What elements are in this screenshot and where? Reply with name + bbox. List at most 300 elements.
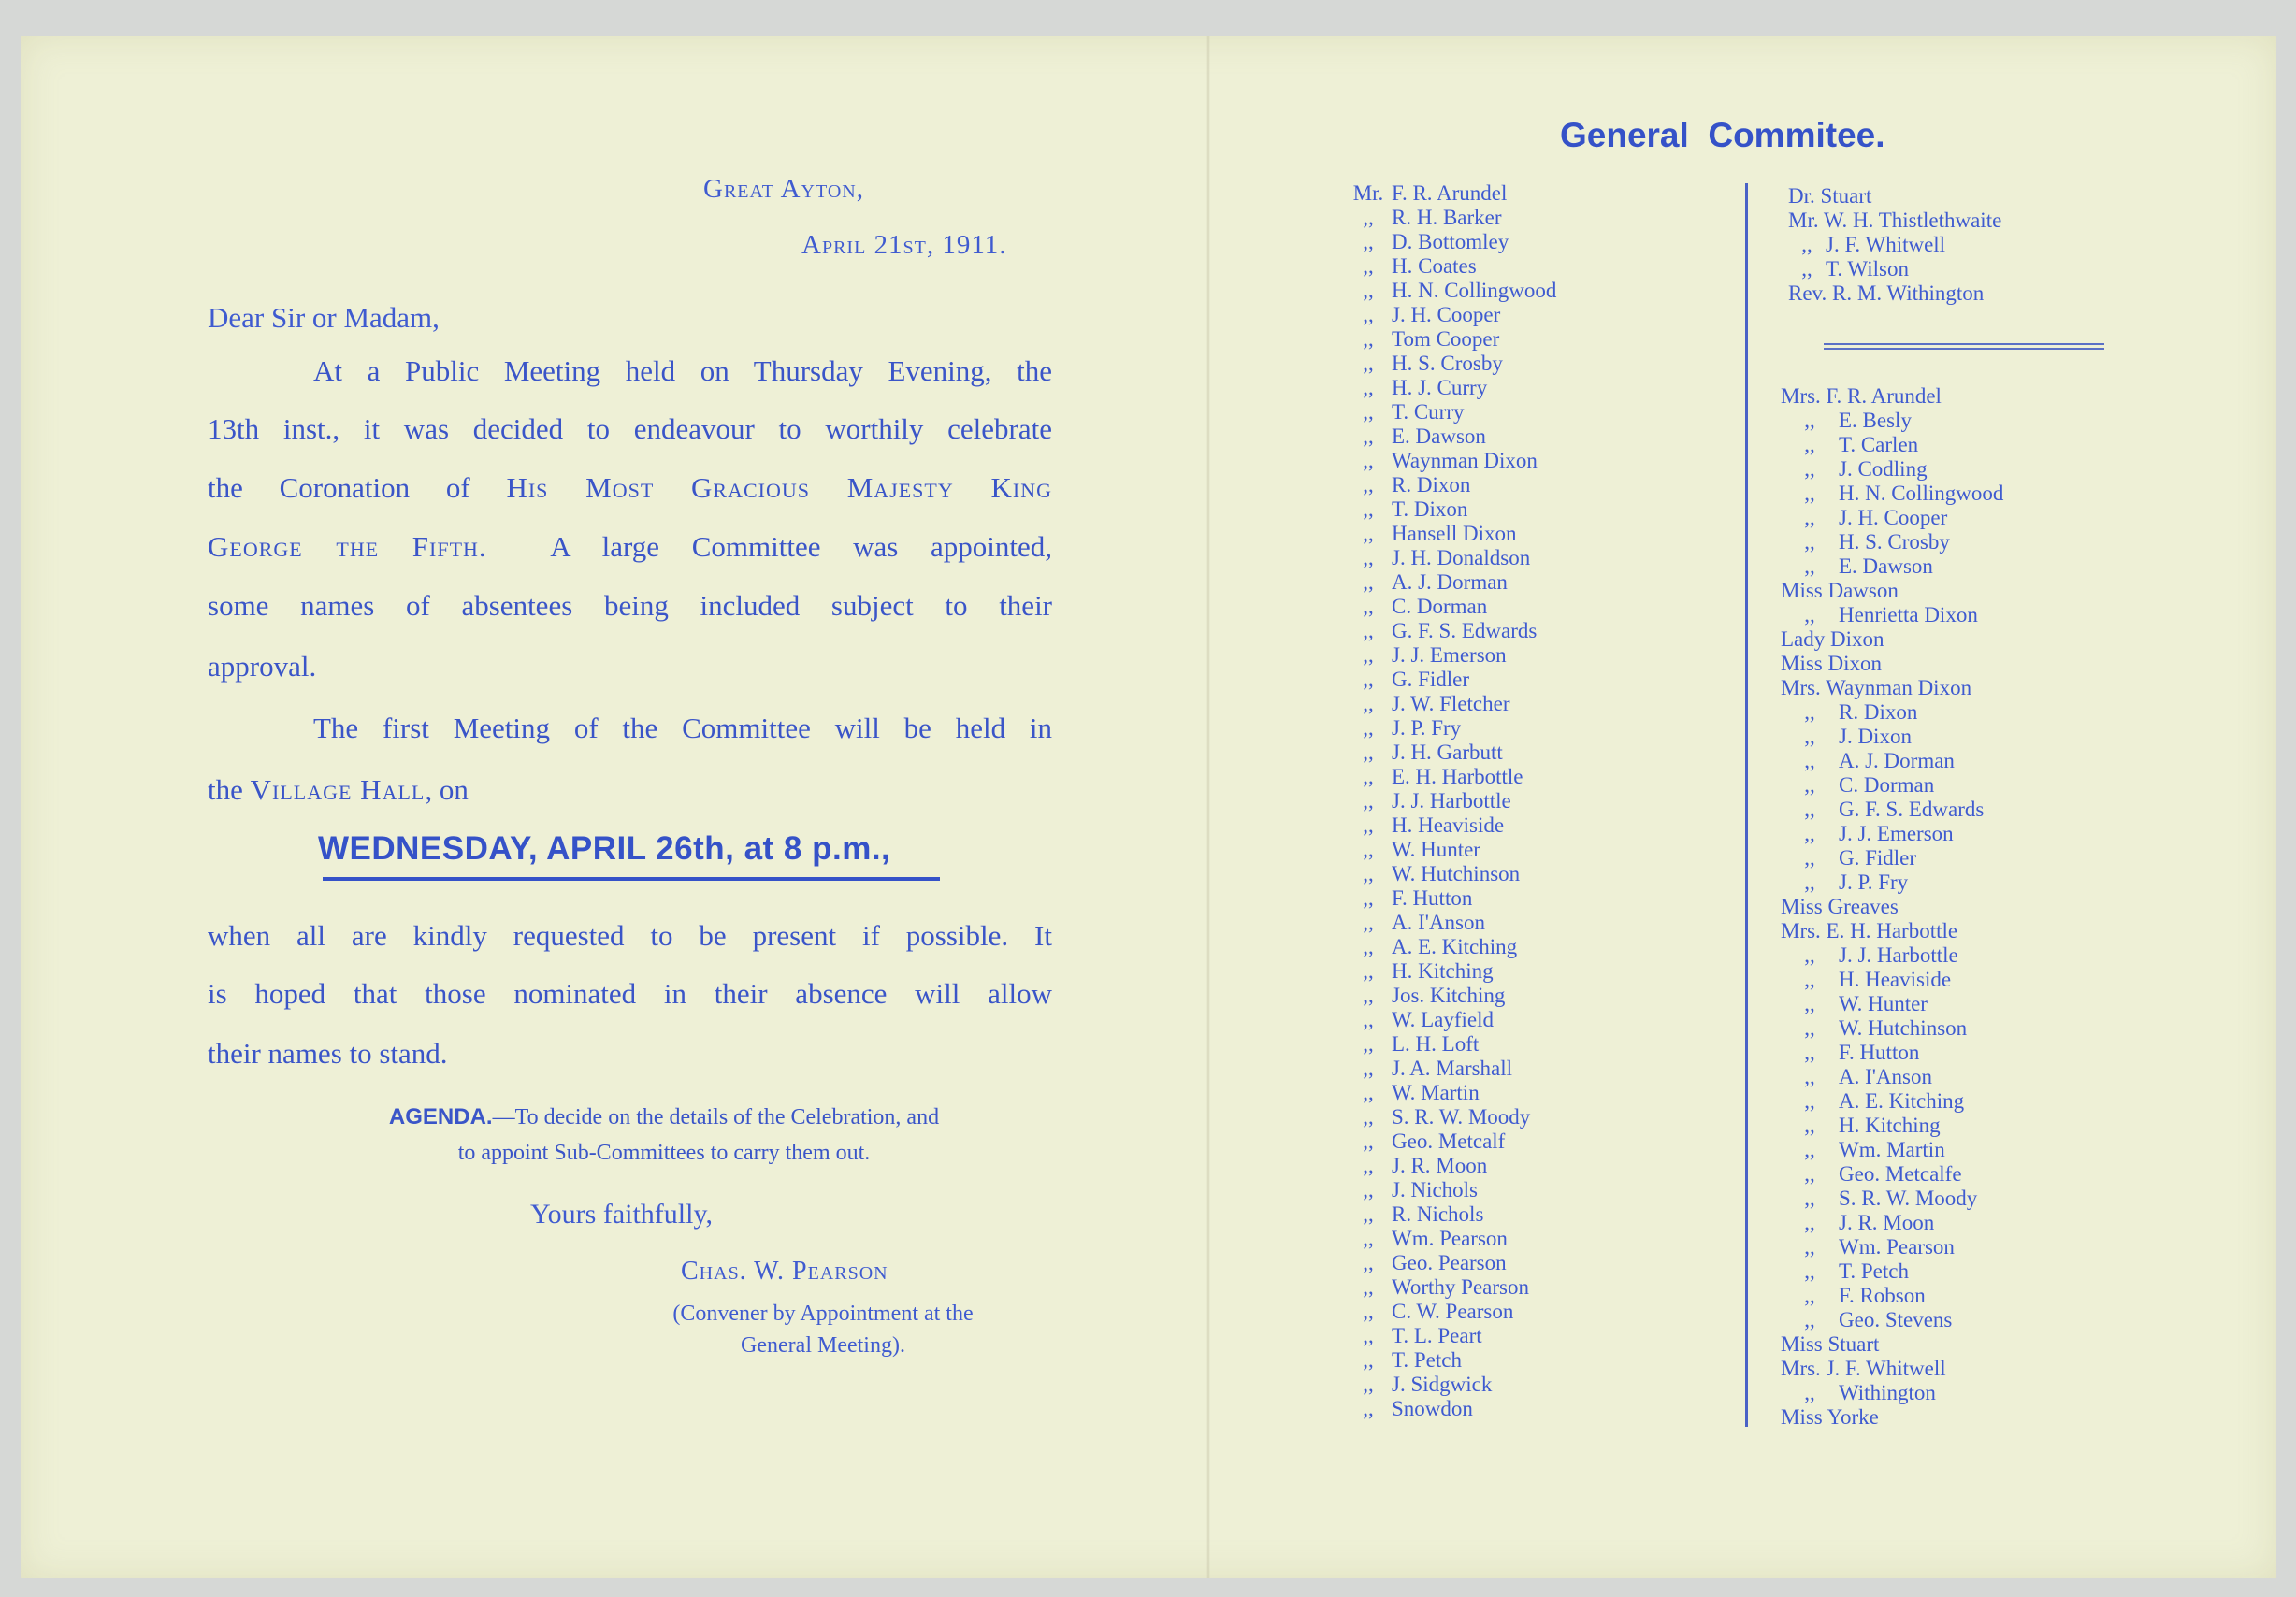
committee-member-row bbox=[1781, 433, 2003, 457]
committee-member-row bbox=[1781, 1065, 2003, 1089]
paragraph-2-line-text: the Village Hall, on bbox=[208, 773, 469, 806]
ditto-mark: ,, bbox=[1804, 773, 1815, 797]
ditto-mark: ,, bbox=[1363, 668, 1374, 691]
paragraph-1-line: 13th inst., it was decided to endeavour to worthily celebrate bbox=[208, 412, 1052, 445]
ditto-mark: ,, bbox=[1363, 400, 1374, 424]
ditto-mark: ,, bbox=[1363, 984, 1374, 1007]
ditto-mark: ,, bbox=[1804, 603, 1815, 626]
committee-member-row bbox=[1781, 1357, 2003, 1381]
committee-member-name: G. F. S. Edwards bbox=[1839, 798, 1985, 821]
committee-member-row bbox=[1788, 281, 2001, 306]
committee-member-row bbox=[1781, 627, 2003, 652]
paragraph-1-line: approval. bbox=[208, 650, 317, 683]
committee-member-row bbox=[1781, 1405, 2003, 1430]
committee-member-row bbox=[1781, 1284, 2003, 1308]
committee-member-row bbox=[1781, 1308, 2003, 1332]
ditto-mark: ,, bbox=[1804, 433, 1815, 456]
committee-member-row bbox=[1781, 482, 2003, 506]
committee-member-name: Snowdon bbox=[1392, 1397, 1473, 1420]
committee-member-name: F. Hutton bbox=[1839, 1041, 1920, 1064]
ditto-mark: ,, bbox=[1363, 619, 1374, 642]
committee-member-row bbox=[1345, 424, 1556, 449]
committee-member-name: Miss Dixon bbox=[1781, 652, 1882, 675]
paragraph-1-line-text: the Coronation of His Most Gracious Majesty King bbox=[208, 471, 1052, 504]
ditto-mark: ,, bbox=[1363, 473, 1374, 496]
committee-member-row bbox=[1345, 813, 1556, 838]
committee-member-row bbox=[1345, 1324, 1556, 1348]
committee-member-name: J. Codling bbox=[1839, 457, 1928, 481]
committee-member-name: H. S. Crosby bbox=[1839, 530, 1950, 554]
committee-member-name: W. Hutchinson bbox=[1839, 1016, 1968, 1040]
committee-member-row bbox=[1781, 1138, 2003, 1162]
committee-member-name: Geo. Metcalfe bbox=[1839, 1162, 1962, 1186]
committee-member-name: J. W. Fletcher bbox=[1392, 692, 1510, 715]
ditto-mark: ,, bbox=[1804, 1162, 1815, 1186]
committee-member-row bbox=[1345, 619, 1556, 643]
ditto-mark: ,, bbox=[1363, 327, 1374, 351]
ditto-mark: ,, bbox=[1804, 943, 1815, 967]
ditto-mark: ,, bbox=[1363, 1178, 1374, 1201]
committee-member-name: Hansell Dixon bbox=[1392, 522, 1517, 545]
ditto-mark: ,, bbox=[1363, 1348, 1374, 1372]
committee-member-row bbox=[1781, 409, 2003, 433]
meeting-underline bbox=[323, 877, 940, 881]
committee-member-row bbox=[1781, 968, 2003, 992]
committee-member-name: J. H. Cooper bbox=[1839, 506, 1948, 529]
committee-member-name: D. Bottomley bbox=[1392, 230, 1509, 253]
committee-member-name: Geo. Metcalf bbox=[1392, 1129, 1506, 1153]
ditto-mark: ,, bbox=[1804, 457, 1815, 481]
committee-member-name: H. Coates bbox=[1392, 254, 1477, 278]
committee-member-row bbox=[1345, 1275, 1556, 1300]
committee-member-row bbox=[1345, 1154, 1556, 1178]
committee-member-name: T. Wilson bbox=[1826, 257, 1909, 281]
ditto-mark: ,, bbox=[1363, 570, 1374, 594]
signature-note-line-2: General Meeting). bbox=[741, 1333, 905, 1358]
committee-member-name: Mrs. J. F. Whitwell bbox=[1781, 1357, 1946, 1380]
committee-member-name: J. J. Harbottle bbox=[1839, 943, 1958, 967]
ditto-mark: ,, bbox=[1363, 522, 1374, 545]
letter-closing: Yours faithfully, bbox=[530, 1199, 714, 1230]
committee-member-row bbox=[1345, 303, 1556, 327]
committee-member-name: S. R. W. Moody bbox=[1392, 1105, 1531, 1129]
committee-member-row bbox=[1345, 984, 1556, 1008]
committee-member-name: T. Petch bbox=[1392, 1348, 1462, 1372]
ditto-mark: ,, bbox=[1363, 692, 1374, 715]
ditto-mark: ,, bbox=[1804, 1041, 1815, 1064]
paragraph-2-line bbox=[208, 775, 1052, 804]
committee-member-row bbox=[1781, 506, 2003, 530]
committee-member-row bbox=[1781, 919, 2003, 943]
committee-member-row bbox=[1345, 376, 1556, 400]
ditto-mark: ,, bbox=[1804, 1308, 1815, 1331]
committee-member-row bbox=[1345, 1081, 1556, 1105]
committee-member-row bbox=[1345, 1348, 1556, 1373]
committee-member-row bbox=[1781, 1162, 2003, 1187]
committee-member-name: H. Kitching bbox=[1839, 1114, 1941, 1137]
committee-member-name: A. E. Kitching bbox=[1839, 1089, 1965, 1113]
committee-member-name: J. J. Emerson bbox=[1839, 822, 1954, 845]
committee-member-name: Tom Cooper bbox=[1392, 327, 1500, 351]
column-divider bbox=[1745, 183, 1748, 1427]
double-rule-top bbox=[1824, 343, 2104, 345]
paragraph-3-line: their names to stand. bbox=[208, 1037, 448, 1070]
committee-member-row bbox=[1345, 741, 1556, 765]
paragraph-1-line bbox=[208, 532, 1052, 561]
ditto-mark: ,, bbox=[1363, 230, 1374, 253]
committee-member-name: R. Dixon bbox=[1392, 473, 1471, 496]
paragraph-3-line: is hoped that those nominated in their absence will allow bbox=[208, 977, 1052, 1010]
ditto-mark: ,, bbox=[1804, 700, 1815, 724]
committee-member-name: G. Fidler bbox=[1839, 846, 1917, 870]
committee-member-name: C. W. Pearson bbox=[1392, 1300, 1514, 1323]
committee-member-row bbox=[1781, 1332, 2003, 1357]
committee-member-name: F. Robson bbox=[1839, 1284, 1926, 1307]
committee-member-row bbox=[1345, 497, 1556, 522]
committee-member-row bbox=[1781, 1211, 2003, 1235]
committee-member-row bbox=[1781, 992, 2003, 1016]
ditto-mark: ,, bbox=[1801, 233, 1812, 256]
committee-member-name: E. H. Harbottle bbox=[1392, 765, 1523, 788]
ditto-mark: ,, bbox=[1804, 968, 1815, 991]
agenda-text-1: —To decide on the details of the Celebration, and bbox=[492, 1105, 940, 1129]
committee-member-name: Worthy Pearson bbox=[1392, 1275, 1529, 1299]
committee-member-name: Jos. Kitching bbox=[1392, 984, 1506, 1007]
committee-member-row bbox=[1788, 257, 2001, 281]
letter-date: April 21st, 1911. bbox=[801, 230, 1007, 260]
committee-member-name: W. Hunter bbox=[1839, 992, 1928, 1015]
ditto-mark: ,, bbox=[1363, 1275, 1374, 1299]
meeting-time: WEDNESDAY, APRIL 26th, at 8 p.m., bbox=[318, 830, 891, 867]
ditto-mark: ,, bbox=[1804, 846, 1815, 870]
ditto-mark: ,, bbox=[1363, 449, 1374, 472]
committee-member-row bbox=[1345, 206, 1556, 230]
ditto-mark: ,, bbox=[1804, 1235, 1815, 1259]
committee-member-name: Mrs. Waynman Dixon bbox=[1781, 676, 1972, 699]
committee-member-name: W. Layfield bbox=[1392, 1008, 1495, 1031]
committee-member-row bbox=[1781, 725, 2003, 749]
committee-member-row bbox=[1345, 886, 1556, 911]
committee-member-row bbox=[1781, 1381, 2003, 1405]
ditto-mark: ,, bbox=[1804, 1187, 1815, 1210]
ditto-mark: ,, bbox=[1804, 1114, 1815, 1137]
ditto-mark: ,, bbox=[1363, 1202, 1374, 1226]
committee-member-name: Lady Dixon bbox=[1781, 627, 1884, 651]
committee-member-row bbox=[1345, 1227, 1556, 1251]
agenda-label: AGENDA. bbox=[388, 1104, 493, 1129]
ditto-mark: ,, bbox=[1363, 789, 1374, 813]
committee-member-row bbox=[1781, 1187, 2003, 1211]
committee-member-row bbox=[1345, 570, 1556, 595]
committee-member-name: J. A. Marshall bbox=[1392, 1057, 1513, 1080]
committee-member-row bbox=[1345, 1057, 1556, 1081]
ditto-mark: ,, bbox=[1804, 1065, 1815, 1088]
ditto-mark: ,, bbox=[1363, 595, 1374, 618]
ditto-mark: ,, bbox=[1363, 546, 1374, 569]
ditto-mark: ,, bbox=[1363, 1324, 1374, 1347]
committee-member-row bbox=[1345, 181, 1556, 206]
ditto-mark: ,, bbox=[1804, 992, 1815, 1015]
committee-member-row bbox=[1781, 652, 2003, 676]
committee-member-row bbox=[1781, 530, 2003, 554]
ditto-mark: ,, bbox=[1363, 1154, 1374, 1177]
committee-member-row bbox=[1781, 384, 2003, 409]
committee-member-row bbox=[1345, 1129, 1556, 1154]
letter-salutation: Dear Sir or Madam, bbox=[208, 301, 440, 334]
ditto-mark: ,, bbox=[1363, 497, 1374, 521]
committee-member-row bbox=[1345, 959, 1556, 984]
committee-member-name: A. I'Anson bbox=[1839, 1065, 1932, 1088]
ditto-mark: ,, bbox=[1363, 376, 1374, 399]
agenda-line-1 bbox=[309, 1100, 1019, 1135]
committee-member-name: J. H. Donaldson bbox=[1392, 546, 1531, 569]
committee-member-row bbox=[1788, 233, 2001, 257]
committee-member-row bbox=[1781, 749, 2003, 773]
double-rule-bottom bbox=[1824, 348, 2104, 350]
committee-member-row bbox=[1345, 643, 1556, 668]
committee-member-row bbox=[1788, 209, 2001, 233]
ditto-mark: ,, bbox=[1363, 813, 1374, 837]
committee-member-name: W. Hutchinson bbox=[1392, 862, 1521, 885]
committee-member-name: H. N. Collingwood bbox=[1839, 482, 2004, 505]
committee-member-name: Withington bbox=[1839, 1381, 1936, 1404]
committee-member-row bbox=[1781, 895, 2003, 919]
title-prefix: Mr. bbox=[1352, 181, 1384, 205]
ditto-mark: ,, bbox=[1363, 1129, 1374, 1153]
committee-member-row bbox=[1781, 798, 2003, 822]
committee-member-name: J. J. Harbottle bbox=[1392, 789, 1511, 813]
committee-member-row bbox=[1781, 943, 2003, 968]
ditto-mark: ,, bbox=[1363, 911, 1374, 934]
committee-member-row bbox=[1345, 595, 1556, 619]
ditto-mark: ,, bbox=[1363, 716, 1374, 740]
committee-member-row bbox=[1781, 822, 2003, 846]
ditto-mark: ,, bbox=[1804, 1138, 1815, 1161]
committee-member-name: Geo. Pearson bbox=[1392, 1251, 1507, 1274]
committee-member-name: A. I'Anson bbox=[1392, 911, 1485, 934]
ditto-mark: ,, bbox=[1804, 1089, 1815, 1113]
paragraph-1-line: At a Public Meeting held on Thursday Evening, the bbox=[313, 354, 1052, 387]
committee-member-row bbox=[1345, 254, 1556, 279]
committee-member-name: A. E. Kitching bbox=[1392, 935, 1518, 958]
committee-member-name: Geo. Stevens bbox=[1839, 1308, 1953, 1331]
committee-member-row bbox=[1345, 716, 1556, 741]
committee-member-row bbox=[1781, 870, 2003, 895]
ditto-mark: ,, bbox=[1804, 554, 1815, 578]
committee-member-row bbox=[1781, 1089, 2003, 1114]
committee-member-name: H. Heaviside bbox=[1839, 968, 1952, 991]
ditto-mark: ,, bbox=[1363, 862, 1374, 885]
committee-member-row bbox=[1788, 184, 2001, 209]
paragraph-1-line bbox=[208, 473, 1052, 502]
committee-member-row bbox=[1781, 554, 2003, 579]
committee-member-name: H. N. Collingwood bbox=[1392, 279, 1557, 302]
committee-member-name: J. F. Whitwell bbox=[1826, 233, 1946, 256]
committee-member-name: R. Dixon bbox=[1839, 700, 1918, 724]
committee-member-name: C. Dorman bbox=[1392, 595, 1488, 618]
committee-member-name: J. Nichols bbox=[1392, 1178, 1478, 1201]
ditto-mark: ,, bbox=[1363, 1251, 1374, 1274]
committee-member-row bbox=[1345, 668, 1556, 692]
committee-member-name: H. Kitching bbox=[1392, 959, 1494, 983]
committee-member-row bbox=[1345, 449, 1556, 473]
ditto-mark: ,, bbox=[1363, 643, 1374, 667]
committee-member-row bbox=[1345, 1202, 1556, 1227]
ditto-mark: ,, bbox=[1363, 424, 1374, 448]
committee-member-name: R. H. Barker bbox=[1392, 206, 1502, 229]
committee-member-name: Miss Stuart bbox=[1781, 1332, 1880, 1356]
committee-member-name: R. Nichols bbox=[1392, 1202, 1484, 1226]
ditto-mark: ,, bbox=[1804, 822, 1815, 845]
ditto-mark: ,, bbox=[1804, 530, 1815, 554]
committee-member-row bbox=[1345, 935, 1556, 959]
men-list bbox=[1345, 181, 1556, 1421]
committee-member-row bbox=[1345, 1008, 1556, 1032]
committee-member-name: J. Dixon bbox=[1839, 725, 1912, 748]
committee-member-row bbox=[1781, 1114, 2003, 1138]
committee-member-name: G. Fidler bbox=[1392, 668, 1470, 691]
ditto-mark: ,, bbox=[1363, 279, 1374, 302]
committee-member-row bbox=[1345, 522, 1556, 546]
committee-member-row bbox=[1781, 1235, 2003, 1259]
committee-member-row bbox=[1345, 838, 1556, 862]
ditto-mark: ,, bbox=[1804, 870, 1815, 894]
committee-member-name: T. Carlen bbox=[1839, 433, 1919, 456]
committee-member-name: J. Sidgwick bbox=[1392, 1373, 1493, 1396]
committee-member-name: E. Dawson bbox=[1839, 554, 1933, 578]
committee-member-row bbox=[1781, 1041, 2003, 1065]
page-fold bbox=[1206, 36, 1210, 1578]
committee-member-name: W. Martin bbox=[1392, 1081, 1480, 1104]
committee-member-row bbox=[1345, 279, 1556, 303]
committee-member-name: Rev. R. M. Withington bbox=[1788, 281, 1985, 305]
signature-note bbox=[617, 1298, 1029, 1361]
committee-member-row bbox=[1345, 1373, 1556, 1397]
committee-member-name: S. R. W. Moody bbox=[1839, 1187, 1978, 1210]
letter-place: Great Ayton, bbox=[703, 174, 864, 204]
committee-member-row bbox=[1345, 1105, 1556, 1129]
ditto-mark: ,, bbox=[1363, 303, 1374, 326]
ditto-mark: ,, bbox=[1804, 1211, 1815, 1234]
committee-member-name: H. S. Crosby bbox=[1392, 352, 1503, 375]
committee-member-name: Miss Yorke bbox=[1781, 1405, 1879, 1429]
ditto-mark: ,, bbox=[1801, 257, 1812, 281]
signature-note-line-1: (Convener by Appointment at the bbox=[672, 1302, 974, 1326]
ditto-mark: ,, bbox=[1363, 1300, 1374, 1323]
committee-member-row bbox=[1781, 603, 2003, 627]
committee-member-name: A. J. Dorman bbox=[1839, 749, 1955, 772]
committee-member-name: H. J. Curry bbox=[1392, 376, 1488, 399]
ditto-mark: ,, bbox=[1804, 1381, 1815, 1404]
ditto-mark: ,, bbox=[1363, 741, 1374, 764]
committee-member-name: Miss Dawson bbox=[1781, 579, 1899, 602]
committee-member-name: J. R. Moon bbox=[1392, 1154, 1488, 1177]
committee-member-name: J. R. Moon bbox=[1839, 1211, 1935, 1234]
ditto-mark: ,, bbox=[1804, 749, 1815, 772]
ditto-mark: ,, bbox=[1804, 1016, 1815, 1040]
committee-member-name: J. J. Emerson bbox=[1392, 643, 1507, 667]
ditto-mark: ,, bbox=[1363, 1397, 1374, 1420]
committee-member-row bbox=[1781, 846, 2003, 870]
ditto-mark: ,, bbox=[1804, 506, 1815, 529]
committee-member-row bbox=[1345, 1300, 1556, 1324]
committee-member-name: C. Dorman bbox=[1839, 773, 1935, 797]
committee-member-name: T. Petch bbox=[1839, 1259, 1909, 1283]
ditto-mark: ,, bbox=[1363, 352, 1374, 375]
committee-member-name: E. Besly bbox=[1839, 409, 1912, 432]
committee-member-name: G. F. S. Edwards bbox=[1392, 619, 1538, 642]
committee-member-row bbox=[1781, 457, 2003, 482]
ditto-mark: ,, bbox=[1363, 886, 1374, 910]
committee-member-row bbox=[1781, 1259, 2003, 1284]
ditto-mark: ,, bbox=[1804, 798, 1815, 821]
upper-right-list bbox=[1788, 184, 2001, 306]
paragraph-2-line: The first Meeting of the Committee will be held in bbox=[313, 712, 1052, 744]
committee-member-row bbox=[1345, 400, 1556, 424]
committee-member-row bbox=[1345, 327, 1556, 352]
committee-member-name: T. L. Peart bbox=[1392, 1324, 1482, 1347]
ditto-mark: ,, bbox=[1363, 765, 1374, 788]
committee-member-row bbox=[1345, 765, 1556, 789]
committee-member-name: J. H. Garbutt bbox=[1392, 741, 1503, 764]
committee-member-row bbox=[1781, 1016, 2003, 1041]
ditto-mark: ,, bbox=[1804, 409, 1815, 432]
committee-member-name: F. Hutton bbox=[1392, 886, 1473, 910]
committee-member-row bbox=[1781, 676, 2003, 700]
committee-member-row bbox=[1345, 1178, 1556, 1202]
committee-member-row bbox=[1345, 789, 1556, 813]
committee-member-row bbox=[1345, 473, 1556, 497]
ditto-mark: ,, bbox=[1363, 1008, 1374, 1031]
committee-member-name: T. Curry bbox=[1392, 400, 1465, 424]
ditto-mark: ,, bbox=[1363, 1057, 1374, 1080]
ditto-mark: ,, bbox=[1363, 838, 1374, 861]
committee-member-name: J. P. Fry bbox=[1839, 870, 1909, 894]
committee-member-name: Henrietta Dixon bbox=[1839, 603, 1978, 626]
paragraph-3-line: when all are kindly requested to be present if possible. It bbox=[208, 919, 1052, 952]
committee-member-name: L. H. Loft bbox=[1392, 1032, 1480, 1056]
committee-member-row bbox=[1345, 1251, 1556, 1275]
ditto-mark: ,, bbox=[1804, 1284, 1815, 1307]
committee-member-row bbox=[1345, 1032, 1556, 1057]
committee-member-name: Miss Greaves bbox=[1781, 895, 1899, 918]
committee-member-row bbox=[1345, 862, 1556, 886]
committee-member-name: Waynman Dixon bbox=[1392, 449, 1538, 472]
committee-member-name: H. Heaviside bbox=[1392, 813, 1505, 837]
committee-member-row bbox=[1345, 1397, 1556, 1421]
ditto-mark: ,, bbox=[1363, 1032, 1374, 1056]
ditto-mark: ,, bbox=[1363, 1227, 1374, 1250]
ditto-mark: ,, bbox=[1363, 206, 1374, 229]
committee-member-row bbox=[1345, 546, 1556, 570]
committee-member-name: J. H. Cooper bbox=[1392, 303, 1501, 326]
ditto-mark: ,, bbox=[1363, 254, 1374, 278]
ditto-mark: ,, bbox=[1363, 959, 1374, 983]
ditto-mark: ,, bbox=[1363, 1081, 1374, 1104]
committee-member-name: T. Dixon bbox=[1392, 497, 1468, 521]
committee-member-row bbox=[1345, 230, 1556, 254]
ditto-mark: ,, bbox=[1363, 1105, 1374, 1129]
letter-signature: Chas. W. Pearson bbox=[681, 1257, 888, 1286]
committee-member-row bbox=[1345, 692, 1556, 716]
committee-title: General Commitee. bbox=[1560, 116, 1885, 154]
agenda bbox=[309, 1100, 1019, 1171]
committee-member-name: E. Dawson bbox=[1392, 424, 1486, 448]
agenda-text-2: to appoint Sub-Committees to carry them out. bbox=[457, 1141, 871, 1165]
committee-member-name: A. J. Dorman bbox=[1392, 570, 1508, 594]
committee-member-name: F. R. Arundel bbox=[1392, 181, 1508, 205]
paragraph-1-line-text: George the Fifth. A large Committee was appointed, bbox=[208, 530, 1052, 563]
